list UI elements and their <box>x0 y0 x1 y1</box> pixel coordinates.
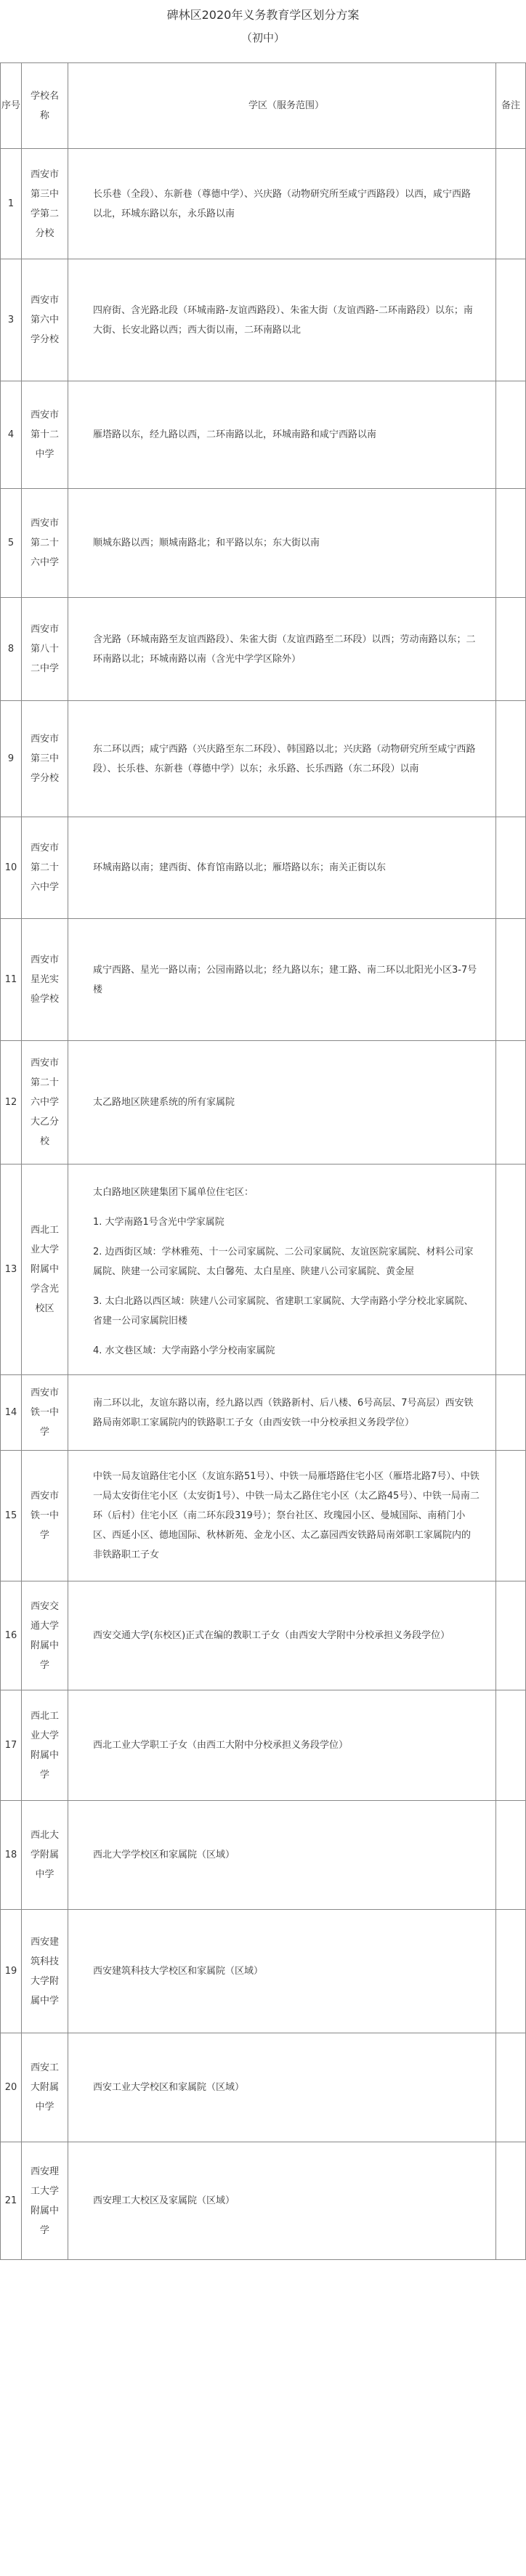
school-name: 西安理工大学附属中学 <box>22 2142 68 2260</box>
scope-paragraph: 3. 太白北路以西区域：陕建八公司家属院、省建职工家属院、大学南路小学分校北家属院、省建一公司家属院旧楼 <box>93 1296 474 1327</box>
table-row <box>1 919 526 1041</box>
row-number: 1 <box>1 149 22 259</box>
note-cell <box>496 598 526 701</box>
scope-paragraph: 1. 大学南路1号含光中学家属院 <box>93 1217 224 1228</box>
row-number: 8 <box>1 598 22 701</box>
note-cell <box>496 1165 526 1375</box>
scope-paragraph: 太乙路地区陕建系统的所有家属院 <box>93 1097 235 1108</box>
header-scope: 学区（服务范围） <box>68 63 496 149</box>
header-row <box>1 63 526 149</box>
scope-paragraph: 西安建筑科技大学校区和家属院（区域） <box>93 1966 264 1977</box>
row-number: 3 <box>1 259 22 381</box>
scope-paragraph: 东二环以西；咸宁西路（兴庆路至东二环段）、韩国路以北；兴庆路（动物研究所至咸宁西路段）、长乐巷、东新巷（尊德中学）以东；永乐路、长乐西路（东二环段）以南 <box>93 743 476 774</box>
note-cell <box>496 1910 526 2033</box>
service-scope <box>68 701 496 817</box>
note-cell <box>496 1690 526 1801</box>
service-scope <box>68 1451 496 1581</box>
service-scope <box>68 1910 496 2033</box>
school-name: 西安市第八十二中学 <box>22 598 68 701</box>
district-table <box>0 62 526 2260</box>
table-row <box>1 1910 526 2033</box>
row-number: 16 <box>1 1581 22 1690</box>
scope-paragraph: 西安理工大校区及家属院（区域） <box>93 2195 235 2206</box>
service-scope <box>68 2033 496 2142</box>
note-cell <box>496 1451 526 1581</box>
row-number: 10 <box>1 817 22 919</box>
note-cell <box>496 2142 526 2260</box>
scope-paragraph: 4. 水文巷区域：大学南路小学分校南家属院 <box>93 1345 275 1356</box>
scope-paragraph: 咸宁西路、星光一路以南；公园南路以北；经九路以东；建工路、南二环以北阳光小区3-7号楼 <box>93 964 477 995</box>
note-cell <box>496 1801 526 1910</box>
school-name: 西北大学附属中学 <box>22 1801 68 1910</box>
row-number: 4 <box>1 381 22 489</box>
school-name: 西安市铁一中学 <box>22 1375 68 1451</box>
scope-paragraph: 西安交通大学(东校区)正式在编的教职工子女（由西安大学附中分校承担义务段学位） <box>93 1630 450 1641</box>
note-cell <box>496 381 526 489</box>
table-row <box>1 2142 526 2260</box>
table-row <box>1 598 526 701</box>
row-number: 13 <box>1 1165 22 1375</box>
scope-paragraph: 含光路（环城南路至友谊西路段）、朱雀大街（友谊西路至二环段）以西；劳动南路以东；二环南路以北；环城南路以南（含光中学学区除外） <box>93 633 476 665</box>
scope-paragraph: 顺城东路以西；顺城南路北；和平路以东；东大街以南 <box>93 538 320 548</box>
service-scope <box>68 1801 496 1910</box>
note-cell <box>496 1041 526 1165</box>
table-row <box>1 489 526 598</box>
row-number: 17 <box>1 1690 22 1801</box>
service-scope <box>68 489 496 598</box>
table-row <box>1 381 526 489</box>
school-name: 西北工业大学附属中学 <box>22 1690 68 1801</box>
row-number: 5 <box>1 489 22 598</box>
scope-paragraph: 西安工业大学校区和家属院（区域） <box>93 2082 245 2093</box>
service-scope <box>68 598 496 701</box>
service-scope <box>68 1041 496 1165</box>
row-number: 21 <box>1 2142 22 2260</box>
service-scope <box>68 259 496 381</box>
table-row <box>1 817 526 919</box>
school-name: 西安市铁一中学 <box>22 1451 68 1581</box>
scope-paragraph: 西北大学学校区和家属院（区域） <box>93 1850 235 1860</box>
table-row <box>1 1165 526 1375</box>
scope-paragraph: 西北工业大学职工子女（由西工大附中分校承担义务段学位） <box>93 1740 349 1751</box>
school-name: 西安建筑科技大学附属中学 <box>22 1910 68 2033</box>
row-number: 18 <box>1 1801 22 1910</box>
school-name: 西安市第三中学第二分校 <box>22 149 68 259</box>
note-cell <box>496 817 526 919</box>
table-row <box>1 149 526 259</box>
note-cell <box>496 1375 526 1451</box>
row-number: 15 <box>1 1451 22 1581</box>
service-scope <box>68 1375 496 1451</box>
service-scope <box>68 1690 496 1801</box>
document-subtitle: （初中） <box>240 31 285 44</box>
service-scope <box>68 1581 496 1690</box>
note-cell <box>496 259 526 381</box>
table-row <box>1 1451 526 1581</box>
school-name: 西北工业大学附属中学含光校区 <box>22 1165 68 1375</box>
row-number: 20 <box>1 2033 22 2142</box>
table-row <box>1 1690 526 1801</box>
header-school: 学校名称 <box>22 63 68 149</box>
service-scope <box>68 2142 496 2260</box>
table-row <box>1 259 526 381</box>
service-scope <box>68 817 496 919</box>
scope-paragraph: 环城南路以南；建西街、体育馆南路以北；雁塔路以东；南关正街以东 <box>93 862 387 873</box>
table-row <box>1 1581 526 1690</box>
note-cell <box>496 701 526 817</box>
service-scope <box>68 1165 496 1375</box>
school-name: 西安市第二十六中学大乙分校 <box>22 1041 68 1165</box>
table-row <box>1 701 526 817</box>
service-scope <box>68 919 496 1041</box>
school-name: 西安市第二十六中学 <box>22 817 68 919</box>
row-number: 9 <box>1 701 22 817</box>
scope-paragraph: 南二环以北，友谊东路以南，经九路以西（铁路新村、后八楼、6号高层、7号高层）西安铁路局南郊职工家属院内的铁路职工子女（由西安铁一中分校承担义务段学位） <box>93 1397 474 1428</box>
service-scope <box>68 149 496 259</box>
scope-paragraph: 中铁一局友谊路住宅小区（友谊东路51号）、中铁一局雁塔路住宅小区（雁塔北路7号）、中铁一局太安街住宅小区（太安街1号）、中铁一局太乙路住宅小区（太乙路45号）、中铁一局南二环（后村）住宅小区（南二环东段319号）；祭台社区、玫瑰园小区、曼城国际、南稍门小区、西延小区、德地国际、秋林新苑、金龙小区、太乙嘉园西安铁路局南郊职工家属院内的非铁路职工子女 <box>93 1471 480 1560</box>
row-number: 14 <box>1 1375 22 1451</box>
note-cell <box>496 2033 526 2142</box>
table-row <box>1 1801 526 1910</box>
table-row <box>1 2033 526 2142</box>
note-cell <box>496 149 526 259</box>
school-name: 西安市第六中学分校 <box>22 259 68 381</box>
note-cell <box>496 1581 526 1690</box>
school-name: 西安市第二十六中学 <box>22 489 68 598</box>
school-name: 西安市第三中学分校 <box>22 701 68 817</box>
school-name: 西安市第十二中学 <box>22 381 68 489</box>
scope-paragraph: 2. 边西街区域：学林雅苑、十一公司家属院、二公司家属院、友谊医院家属院、材料公司家属院、陕建一公司家属院、太白馨苑、太白星座、陕建八公司家属院、黄金屋 <box>93 1247 474 1277</box>
scope-paragraph: 雁塔路以东，经九路以西，二环南路以北，环城南路和咸宁西路以南 <box>93 429 377 440</box>
school-name: 西安交通大学附属中学 <box>22 1581 68 1690</box>
school-name: 西安工大附属中学 <box>22 2033 68 2142</box>
scope-paragraph: 太白路地区陕建集团下属单位住宅区： <box>93 1187 254 1198</box>
table-row <box>1 1375 526 1451</box>
note-cell <box>496 489 526 598</box>
service-scope <box>68 381 496 489</box>
table-row <box>1 1041 526 1165</box>
scope-paragraph: 长乐巷（全段）、东新巷（尊德中学）、兴庆路（动物研究所至咸宁西路段）以西，咸宁西路以北，环城东路以东，永乐路以南 <box>93 188 472 219</box>
note-cell <box>496 919 526 1041</box>
header-note: 备注 <box>496 63 526 149</box>
school-name: 西安市星光实验学校 <box>22 919 68 1041</box>
document-title: 碑林区2020年义务教育学区划分方案 <box>166 8 360 22</box>
row-number: 12 <box>1 1041 22 1165</box>
row-number: 19 <box>1 1910 22 2033</box>
scope-paragraph: 四府街、含光路北段（环城南路-友谊西路段）、朱雀大街（友谊西路-二环南路段）以东；南大街、长安北路以西；西大街以南，二环南路以北 <box>93 304 473 336</box>
header-no: 序号 <box>1 63 22 149</box>
row-number: 11 <box>1 919 22 1041</box>
